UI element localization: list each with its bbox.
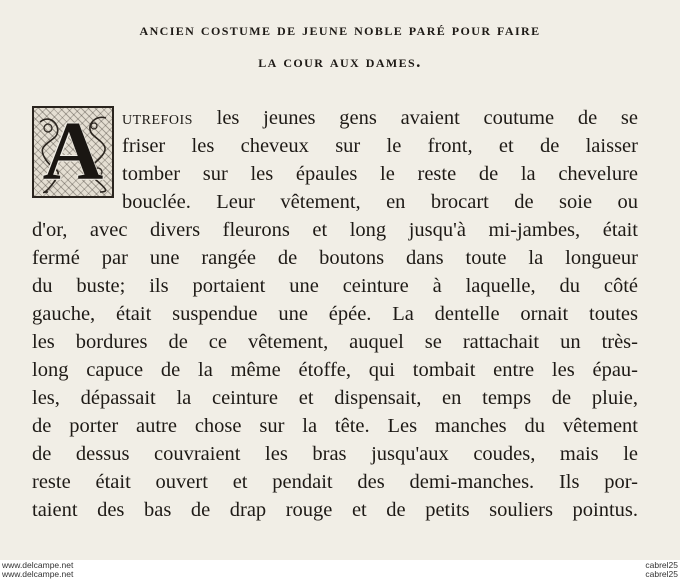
footer-left-line-2: www.delcampe.net: [2, 568, 74, 579]
body-line-1-text: les jeunes gens avaient coutume de se: [192, 107, 638, 129]
footer-watermark-right: [645, 561, 678, 578]
body-line-14: reste était ouvert et pendait des demi-manches. Ils por-: [32, 471, 638, 493]
body-line-9: les bordures de ce vêtement, auquel se rattachait un très-: [32, 331, 638, 353]
body-line-12: de porter autre chose sur la tête. Les manches du vêtement: [32, 415, 638, 437]
body-line-3: tomber sur les épaules le reste de la chevelure: [122, 163, 638, 185]
body-line-11: les, dépassait la ceinture et dispensait, en temps de pluie,: [32, 387, 638, 409]
body-line-4: bouclée. Leur vêtement, en brocart de soie ou: [122, 191, 638, 213]
body-line-10: long capuce de la même étoffe, qui tombait entre les épau-: [32, 359, 638, 381]
lead-word: utrefois: [122, 107, 193, 129]
body-line-13: de dessus couvraient les bras jusqu'aux coudes, mais le: [32, 443, 638, 465]
footer-watermark-left: [2, 561, 73, 578]
body-line-1: [122, 104, 638, 132]
ornate-initial-icon: [32, 106, 114, 198]
body-line-8: gauche, était suspendue une épée. La dentelle ornait toutes: [32, 303, 638, 325]
body-line-5: d'or, avec divers fleurons et long jusqu'à mi-jambes, était: [32, 219, 638, 241]
body-line-2: friser les cheveux sur le front, et de laisser: [122, 135, 638, 157]
body-line-15: taient des bas de drap rouge et de petits souliers pointus.: [32, 499, 638, 521]
drop-cap-letter: A: [42, 105, 104, 198]
footer-right-line-2: cabrel25: [645, 568, 678, 579]
footer-left-line-1: www.delcampe.net: [2, 560, 74, 570]
body-line-6: fermé par une rangée de boutons dans toute la longueur: [32, 247, 638, 269]
heading-line-2: la cour aux dames.: [258, 52, 422, 71]
footer-right-line-1: cabrel25: [645, 560, 678, 570]
body-line-7: du buste; ils portaient une ceinture à laquelle, du côté: [32, 275, 638, 297]
heading-line-1: ancien costume de jeune noble paré pour faire: [139, 20, 541, 39]
